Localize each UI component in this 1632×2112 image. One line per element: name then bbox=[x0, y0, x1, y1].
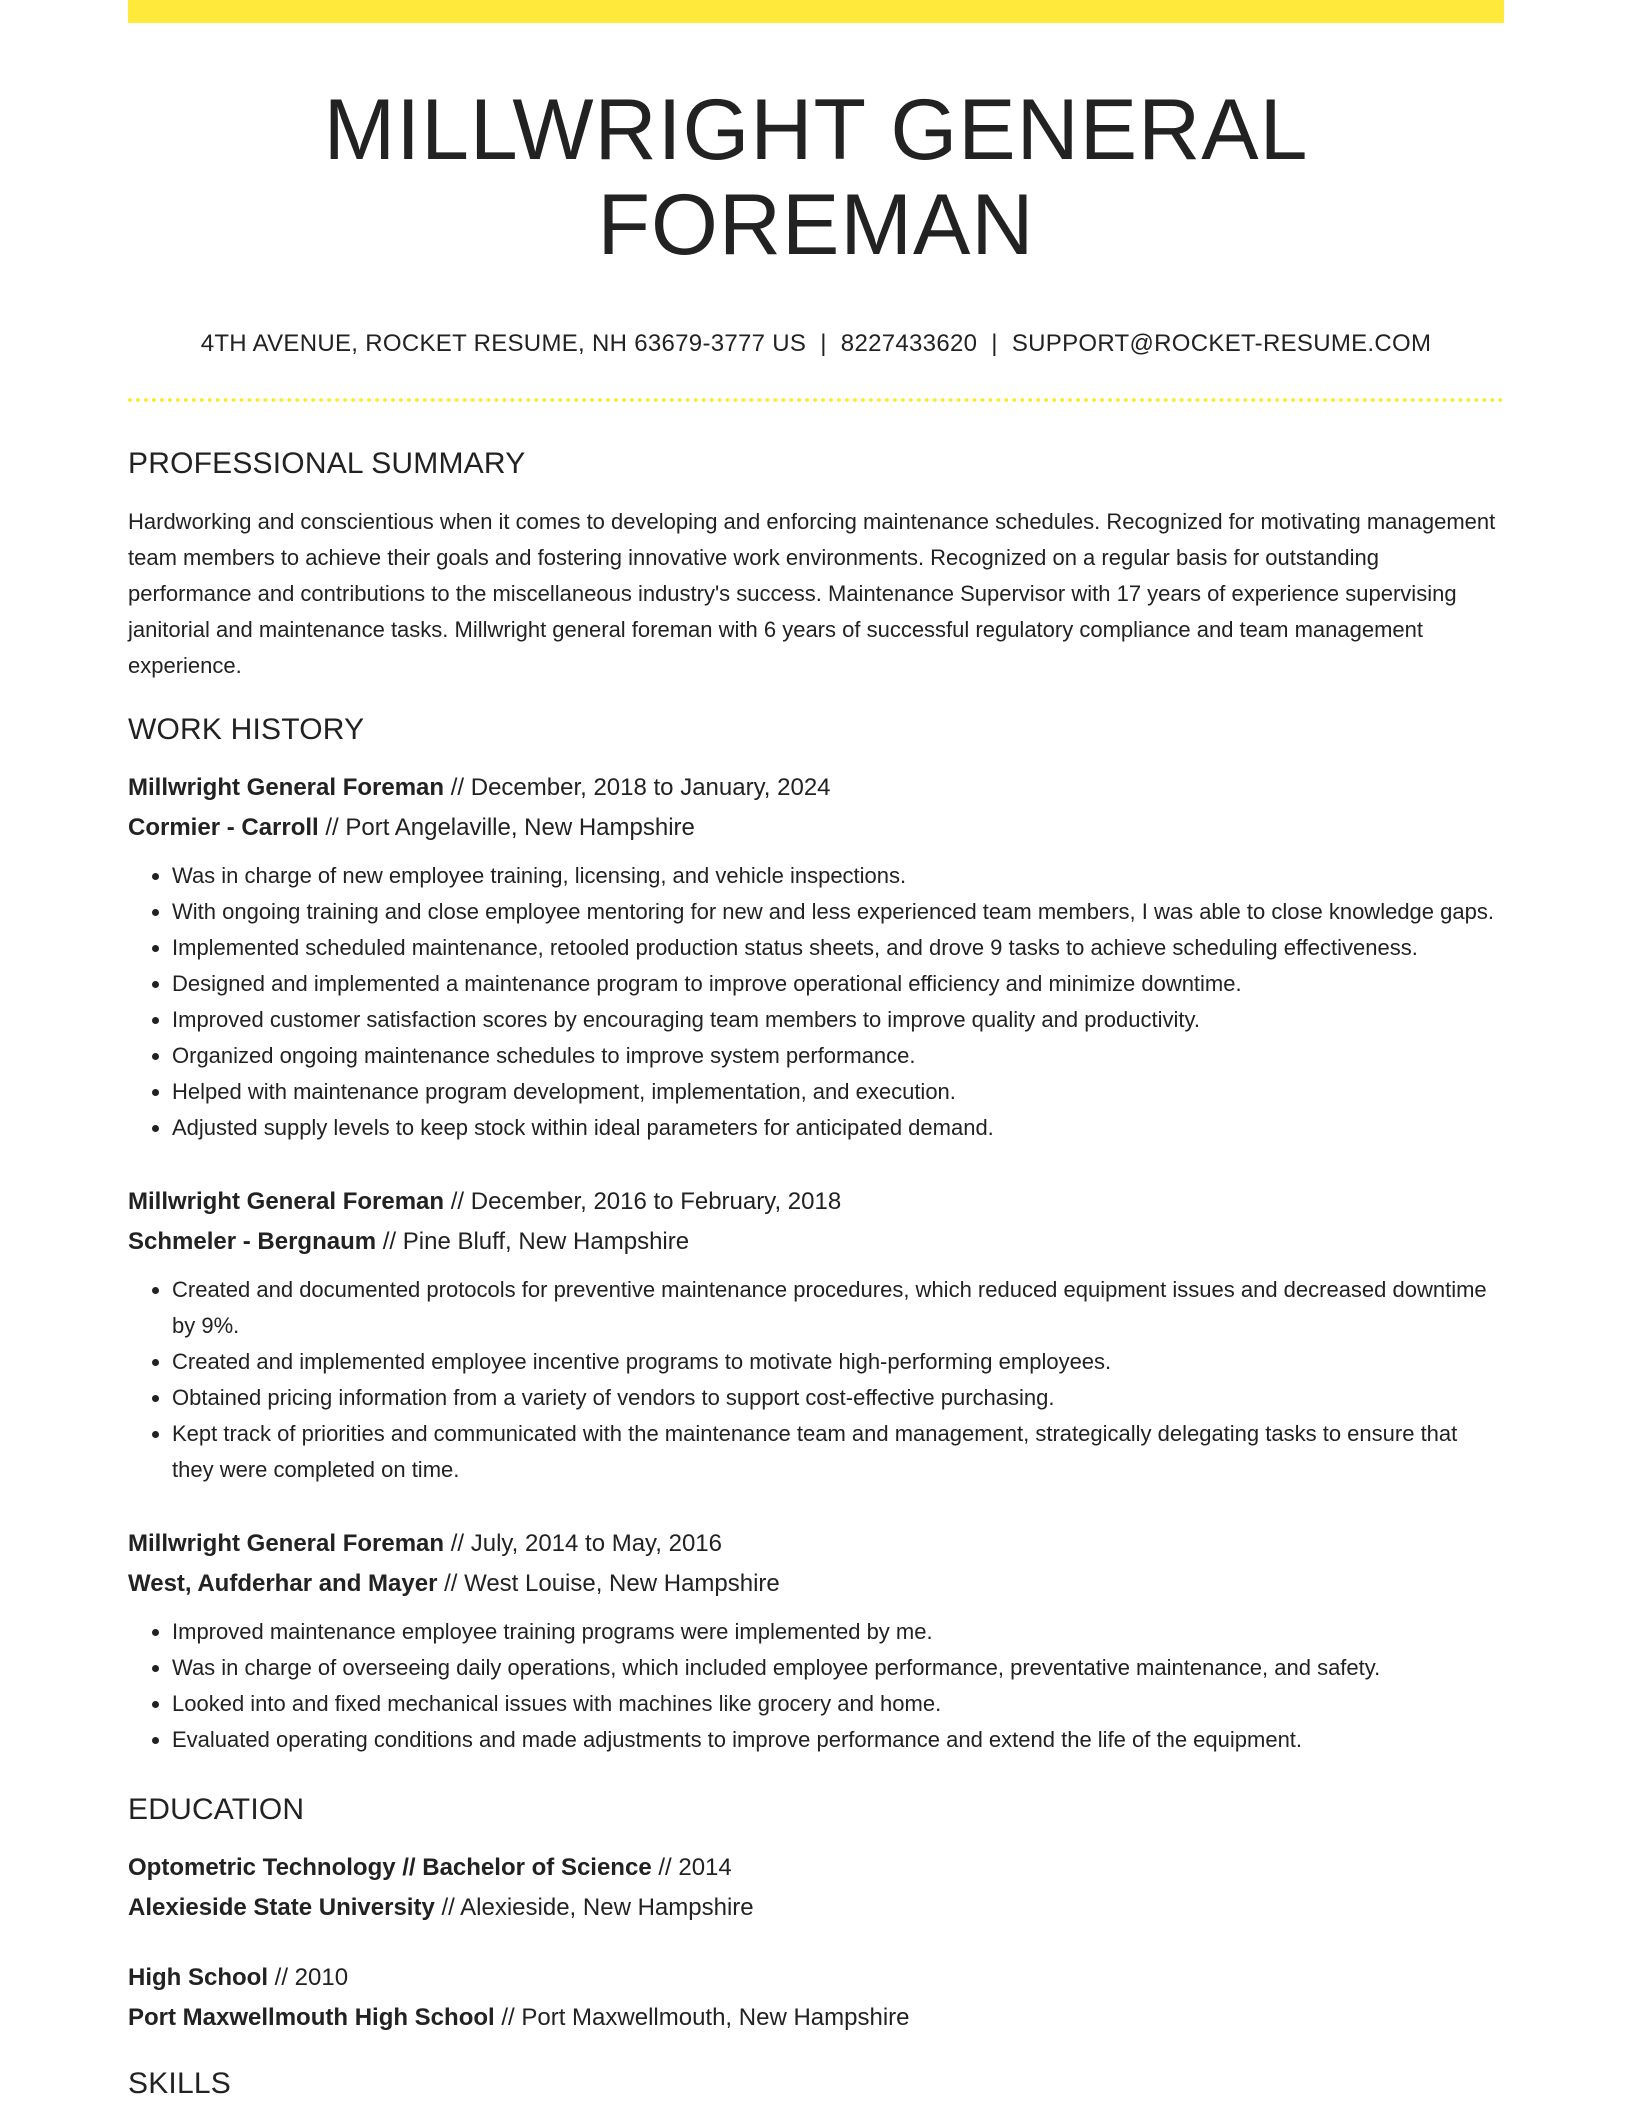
contact-line bbox=[128, 330, 1504, 359]
job-dates: // December, 2016 to February, 2018 bbox=[444, 1187, 842, 1215]
education-school: Port Maxwellmouth High School bbox=[128, 2003, 495, 2031]
work-history-heading: WORK HISTORY bbox=[128, 712, 365, 746]
skills-section bbox=[128, 2066, 1504, 2102]
resume-page bbox=[128, 0, 1504, 2102]
job-role: Millwright General Foreman bbox=[128, 1529, 445, 1557]
job-bullets bbox=[128, 1272, 1504, 1488]
job-bullets bbox=[128, 1614, 1504, 1758]
contact-email: SUPPORT@ROCKET-RESUME.COM bbox=[1011, 330, 1432, 358]
job-bullet: • Improved maintenance employee training programs were implemented by me. bbox=[172, 1614, 1504, 1650]
education-degree-row bbox=[128, 1958, 1504, 1998]
skills-heading: SKILLS bbox=[128, 2066, 231, 2100]
education-degree: Optometric Technology // Bachelor of Science bbox=[128, 1853, 652, 1881]
job-company-row bbox=[128, 808, 1504, 848]
contact-separator: | bbox=[991, 330, 998, 358]
top-accent-bar bbox=[128, 0, 1504, 23]
job-title-row bbox=[128, 1182, 1504, 1222]
job-company-row bbox=[128, 1564, 1504, 1604]
job-dates: // December, 2018 to January, 2024 bbox=[444, 773, 831, 801]
education-entry bbox=[128, 1848, 1504, 1928]
job-bullet: • Improved customer satisfaction scores by encouraging team members to improve quality and productivity. bbox=[172, 1002, 1504, 1038]
work-history-section bbox=[128, 712, 1504, 1758]
education-location: // Alexieside, New Hampshire bbox=[434, 1893, 754, 1921]
job-bullets bbox=[128, 858, 1504, 1146]
job-bullet: • Was in charge of new employee training, licensing, and vehicle inspections. bbox=[172, 858, 1504, 894]
job-location: // Pine Bluff, New Hampshire bbox=[376, 1227, 690, 1255]
job-entry bbox=[128, 1524, 1504, 1758]
job-bullet: • Was in charge of overseeing daily operations, which included employee performance, preventative maintenance, and safety. bbox=[172, 1650, 1504, 1686]
resume-name: MILLWRIGHT GENERAL FOREMAN bbox=[323, 82, 1309, 273]
job-entry bbox=[128, 768, 1504, 1146]
job-bullet: • Implemented scheduled maintenance, retooled production status sheets, and drove 9 tasks to achieve scheduling effectiveness. bbox=[172, 930, 1504, 966]
education-school-row bbox=[128, 1888, 1504, 1928]
summary-heading: PROFESSIONAL SUMMARY bbox=[128, 446, 526, 480]
education-location: // Port Maxwellmouth, New Hampshire bbox=[494, 2003, 910, 2031]
job-company: West, Aufderhar and Mayer bbox=[128, 1569, 438, 1597]
job-company-row bbox=[128, 1222, 1504, 1262]
summary-text: Hardworking and conscientious when it comes to developing and enforcing maintenance schedules. Recognized for motivating management team members to achieve their goals and fostering innovative work environments. Recognized on a regular basis for outstanding performance and contributions to the miscellaneous industry's success. Maintenance Supervisor with 17 years of experience supervising janitorial and maintenance tasks. Millwright general foreman with 6 years of successful regulatory compliance and team management experience. bbox=[128, 508, 1496, 678]
job-location: // West Louise, New Hampshire bbox=[437, 1569, 780, 1597]
job-bullet: • Organized ongoing maintenance schedules to improve system performance. bbox=[172, 1038, 1504, 1074]
contact-address: 4TH AVENUE, ROCKET RESUME, NH 63679-3777 US bbox=[200, 330, 807, 358]
job-bullet: • Created and implemented employee incentive programs to motivate high-performing employees. bbox=[172, 1344, 1504, 1380]
job-company: Cormier - Carroll bbox=[128, 813, 319, 841]
education-school-row bbox=[128, 1998, 1504, 2038]
job-bullet: • With ongoing training and close employee mentoring for new and less experienced team members, I was able to close knowledge gaps. bbox=[172, 894, 1504, 930]
job-title-row bbox=[128, 1524, 1504, 1564]
job-entry bbox=[128, 1182, 1504, 1488]
job-bullet: • Evaluated operating conditions and made adjustments to improve performance and extend the life of the equipment. bbox=[172, 1722, 1504, 1758]
job-location: // Port Angelaville, New Hampshire bbox=[318, 813, 695, 841]
education-degree-row bbox=[128, 1848, 1504, 1888]
contact-phone: 8227433620 bbox=[840, 330, 978, 358]
job-dates: // July, 2014 to May, 2016 bbox=[444, 1529, 722, 1557]
job-bullet: • Kept track of priorities and communicated with the maintenance team and management, strategically delegating tasks to ensure that they were completed on time. bbox=[172, 1416, 1504, 1488]
job-bullet: • Helped with maintenance program development, implementation, and execution. bbox=[172, 1074, 1504, 1110]
education-degree: High School bbox=[128, 1963, 268, 1991]
header-divider bbox=[128, 398, 1504, 402]
contact-separator: | bbox=[820, 330, 827, 358]
summary-section bbox=[128, 446, 1504, 684]
job-title-row bbox=[128, 768, 1504, 808]
education-school: Alexieside State University bbox=[128, 1893, 435, 1921]
education-heading: EDUCATION bbox=[128, 1792, 305, 1826]
education-year: // 2010 bbox=[268, 1963, 349, 1991]
job-company: Schmeler - Bergnaum bbox=[128, 1227, 377, 1255]
job-role: Millwright General Foreman bbox=[128, 773, 445, 801]
job-bullet: • Adjusted supply levels to keep stock within ideal parameters for anticipated demand. bbox=[172, 1110, 1504, 1146]
job-bullet: • Created and documented protocols for preventive maintenance procedures, which reduced equipment issues and decreased downtime by 9%. bbox=[172, 1272, 1504, 1344]
job-bullet: • Designed and implemented a maintenance program to improve operational efficiency and minimize downtime. bbox=[172, 966, 1504, 1002]
education-section bbox=[128, 1792, 1504, 2038]
job-bullet: • Looked into and fixed mechanical issues with machines like grocery and home. bbox=[172, 1686, 1504, 1722]
job-bullet: • Obtained pricing information from a variety of vendors to support cost-effective purchasing. bbox=[172, 1380, 1504, 1416]
education-year: // 2014 bbox=[651, 1853, 732, 1881]
education-entry bbox=[128, 1958, 1504, 2038]
job-role: Millwright General Foreman bbox=[128, 1187, 445, 1215]
